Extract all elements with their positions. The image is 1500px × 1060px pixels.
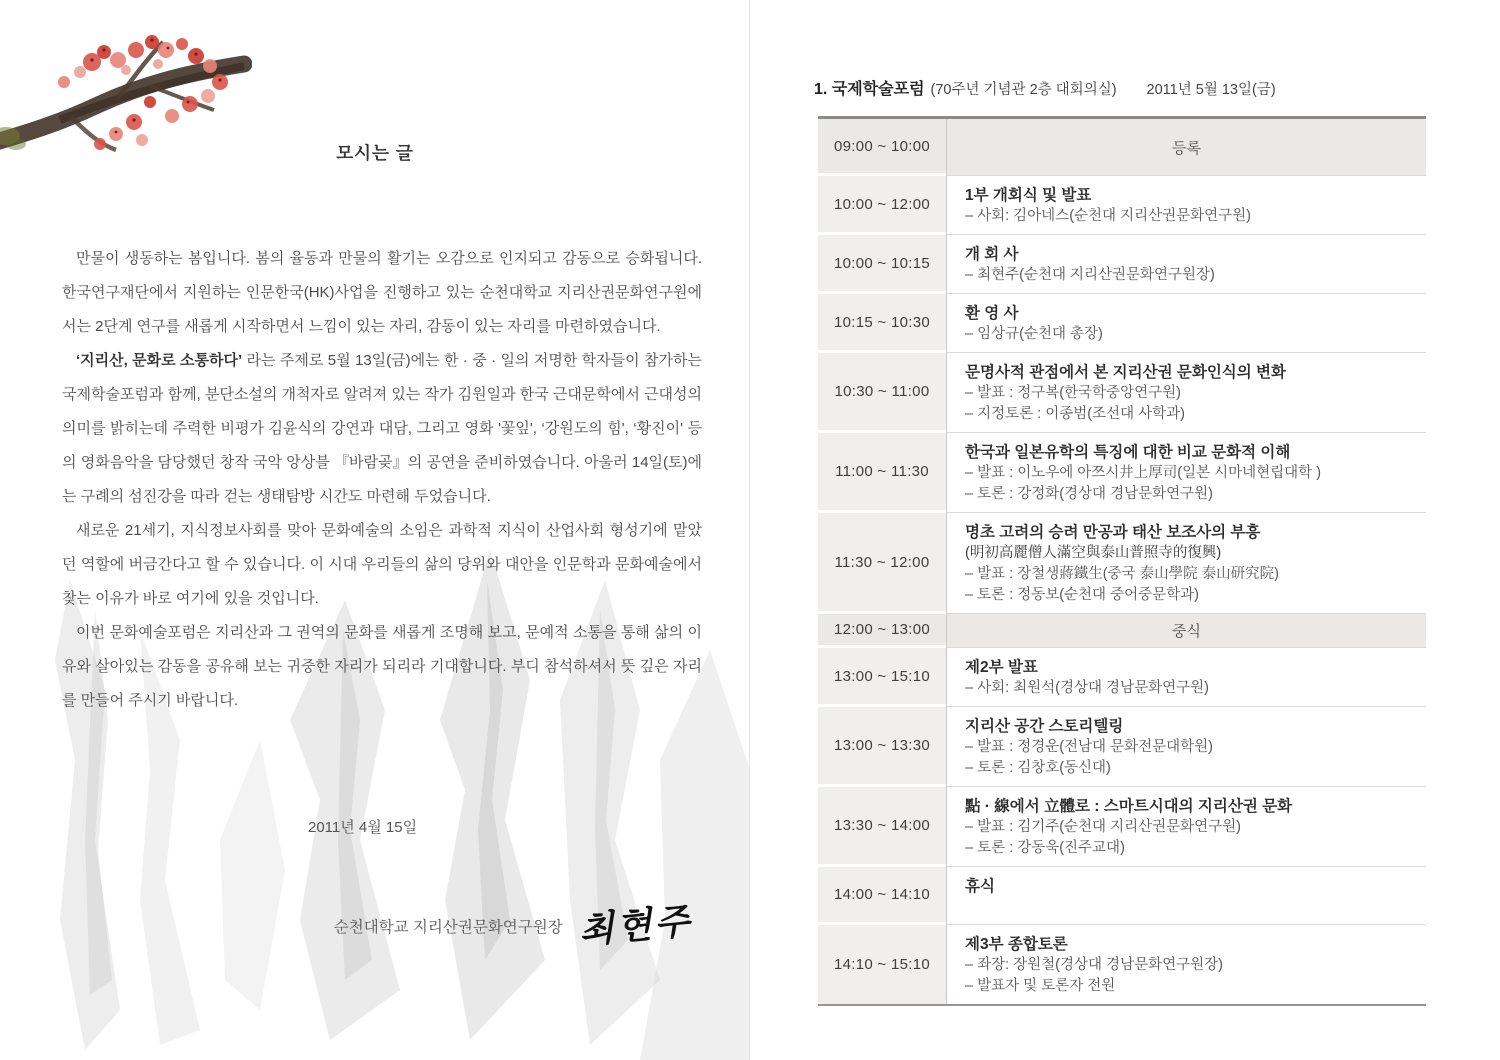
session-detail: – 토론 : 정동보(순천대 중어중문학과) — [965, 587, 1199, 603]
time-cell: 13:00 ~ 15:10 — [818, 648, 946, 707]
session-detail: – 사회: 김아네스(순천대 지리산권문화연구원) — [965, 208, 1251, 224]
session-detail: – 발표 : 장철생蔣鐵生(중국 泰山學院 泰山研究院) — [965, 566, 1279, 582]
schedule-table — [818, 116, 1426, 1006]
letter-paragraph: 새로운 21세기, 지식정보사회를 맞아 문화예술의 소임은 과학적 지식이 산업사회 형성기에 맡았던 역할에 버금간다고 할 수 있습니다. 이 시대 우리들의 삶의 당위와 대안을 인문학과 문화예술에서 찾는 이유가 바로 여기에 있을 것입니다. — [62, 522, 702, 607]
schedule-row — [818, 433, 1426, 513]
session-cell — [946, 925, 1426, 1004]
session-title: 환 영 사 — [965, 305, 1019, 322]
time-cell: 10:15 ~ 10:30 — [818, 294, 946, 353]
time-cell: 14:00 ~ 14:10 — [818, 867, 946, 925]
session-detail: – 지정토론 : 이종범(조선대 사학과) — [965, 406, 1185, 422]
schedule-row — [818, 925, 1426, 1004]
session-subtitle: (明初高麗僧人滿空與泰山普照寺的復興) — [965, 545, 1222, 561]
session-detail: – 사회: 최원석(경상대 경남문화연구원) — [965, 680, 1209, 696]
program-venue: (70주년 기념관 2층 대회의실) — [930, 82, 1117, 98]
session-cell — [946, 353, 1426, 433]
session-detail: – 임상규(순천대 총장) — [965, 326, 1103, 342]
schedule-row — [818, 787, 1426, 867]
signer-title: 순천대학교 지리산권문화연구원장 — [333, 919, 563, 936]
time-cell: 13:30 ~ 14:00 — [818, 787, 946, 867]
schedule-row — [818, 614, 1426, 648]
program-title: 1. 국제학술포럼 — [814, 81, 925, 98]
time-cell: 11:30 ~ 12:00 — [818, 513, 946, 614]
letter-title: 모시는 글 — [336, 143, 414, 163]
session-cell — [946, 235, 1426, 294]
session-detail: – 발표 : 정구복(한국학중앙연구원) — [965, 385, 1181, 401]
schedule-row — [818, 176, 1426, 235]
session-title: 제3부 종합토론 — [965, 936, 1068, 953]
session-cell — [946, 513, 1426, 614]
signature: 최현주 — [577, 900, 694, 952]
program-date: 2011년 5월 13일(금) — [1146, 82, 1276, 98]
session-title: 문명사적 관점에서 본 지리산권 문화인식의 변화 — [965, 364, 1286, 381]
schedule-row — [818, 119, 1426, 176]
letter-date: 2011년 4월 15일 — [308, 819, 418, 836]
schedule-row — [818, 648, 1426, 707]
session-title: 휴식 — [965, 878, 995, 895]
session-cell — [946, 294, 1426, 353]
session-detail: – 발표자 및 토론자 전원 — [965, 978, 1116, 994]
session-detail: – 발표 : 이노우에 아쯔시井上厚司(일본 시마네현립대학 ) — [965, 465, 1322, 481]
schedule-row — [818, 235, 1426, 294]
session-title: 1부 개회식 및 발표 — [965, 187, 1092, 204]
session-cell — [946, 787, 1426, 867]
session-detail: – 토론 : 강정화(경상대 경남문화연구원) — [965, 486, 1213, 502]
schedule-row — [818, 513, 1426, 614]
session-cell — [946, 433, 1426, 513]
session-title: 제2부 발표 — [965, 659, 1038, 676]
session-cell — [946, 648, 1426, 707]
time-cell: 14:10 ~ 15:10 — [818, 925, 946, 1004]
time-cell: 09:00 ~ 10:00 — [818, 119, 946, 176]
session-cell: 등록 — [946, 119, 1426, 176]
schedule-row — [818, 867, 1426, 925]
session-detail: – 좌장: 장원철(경상대 경남문화연구원장) — [965, 957, 1223, 973]
letter-paragraph: 만물이 생동하는 봄입니다. 봄의 율동과 만물의 활기는 오감으로 인지되고 감동으로 승화됩니다. 한국연구재단에서 지원하는 인문한국(HK)사업을 진행하고 있는 순천대학교 지리산권문화연구원에서는 2단계 연구를 새롭게 시작하면서 느낌이 있는 자리, 감동이 있는 자리를 마련하였습니다. — [62, 250, 702, 335]
session-cell: 중식 — [946, 614, 1426, 648]
session-title: 한국과 일본유학의 특징에 대한 비교 문화적 이해 — [965, 444, 1291, 461]
schedule-row — [818, 353, 1426, 433]
program-heading — [814, 76, 1276, 99]
time-cell: 10:00 ~ 10:15 — [818, 235, 946, 294]
schedule-row — [818, 294, 1426, 353]
letter-paragraph: ‘지리산, 문화로 소통하다’ 라는 주제로 5월 13일(금)에는 한 · 중 · 일의 저명한 학자들이 참가하는 국제학술포럼과 함께, 분단소설의 개척자로 알려져 있는 작가 김원일과 한국 근대문학에서 근대성의 의미를 밝히는데 주력한 비평가 김윤식의 강연과 대담, 그리고 영화 '꽃잎', ‘강원도의 힘', ‘황진이' 등의 영화음악을 담당했던 창작 국악 앙상블 『바람곶』의 공연을 준비하였습니다. 아울러 14일(토)에는 구례의 섬진강을 따라 걷는 생태탐방 시간도 마련해 두었습니다. — [62, 352, 702, 505]
time-cell: 11:00 ~ 11:30 — [818, 433, 946, 513]
time-cell: 13:00 ~ 13:30 — [818, 707, 946, 787]
program-page — [750, 0, 1500, 1060]
letter-paragraph: 이번 문화예술포럼은 지리산과 그 권역의 문화를 새롭게 조명해 보고, 문예적 소통을 통해 삶의 이유와 살아있는 감동을 공유해 보는 귀중한 자리가 되리라 기대합니다. 부디 참석하셔서 뜻 깊은 자리를 만들어 주시기 바랍니다. — [62, 624, 702, 709]
session-title: 點 · 線에서 立體로 : 스마트시대의 지리산권 문화 — [965, 798, 1293, 815]
time-cell: 12:00 ~ 13:00 — [818, 614, 946, 648]
session-detail: – 발표 : 김기주(순천대 지리산권문화연구원) — [965, 819, 1241, 835]
session-title: 개 회 사 — [965, 246, 1019, 263]
session-detail: – 최현주(순천대 지리산권문화연구원장) — [965, 267, 1215, 283]
session-title: 지리산 공간 스토리텔링 — [965, 718, 1124, 735]
time-cell: 10:00 ~ 12:00 — [818, 176, 946, 235]
session-cell — [946, 707, 1426, 787]
schedule-row — [818, 707, 1426, 787]
session-detail: – 발표 : 정경운(전남대 문화전문대학원) — [965, 739, 1213, 755]
session-cell — [946, 867, 1426, 925]
session-detail: – 토론 : 김창호(동신대) — [965, 760, 1111, 776]
signature-row — [333, 900, 694, 952]
session-detail: – 토론 : 강동욱(진주교대) — [965, 840, 1125, 856]
session-title: 명초 고려의 승려 만공과 태산 보조사의 부흥 — [965, 524, 1261, 541]
time-cell: 10:30 ~ 11:00 — [818, 353, 946, 433]
letter-body — [62, 242, 702, 718]
session-cell — [946, 176, 1426, 235]
